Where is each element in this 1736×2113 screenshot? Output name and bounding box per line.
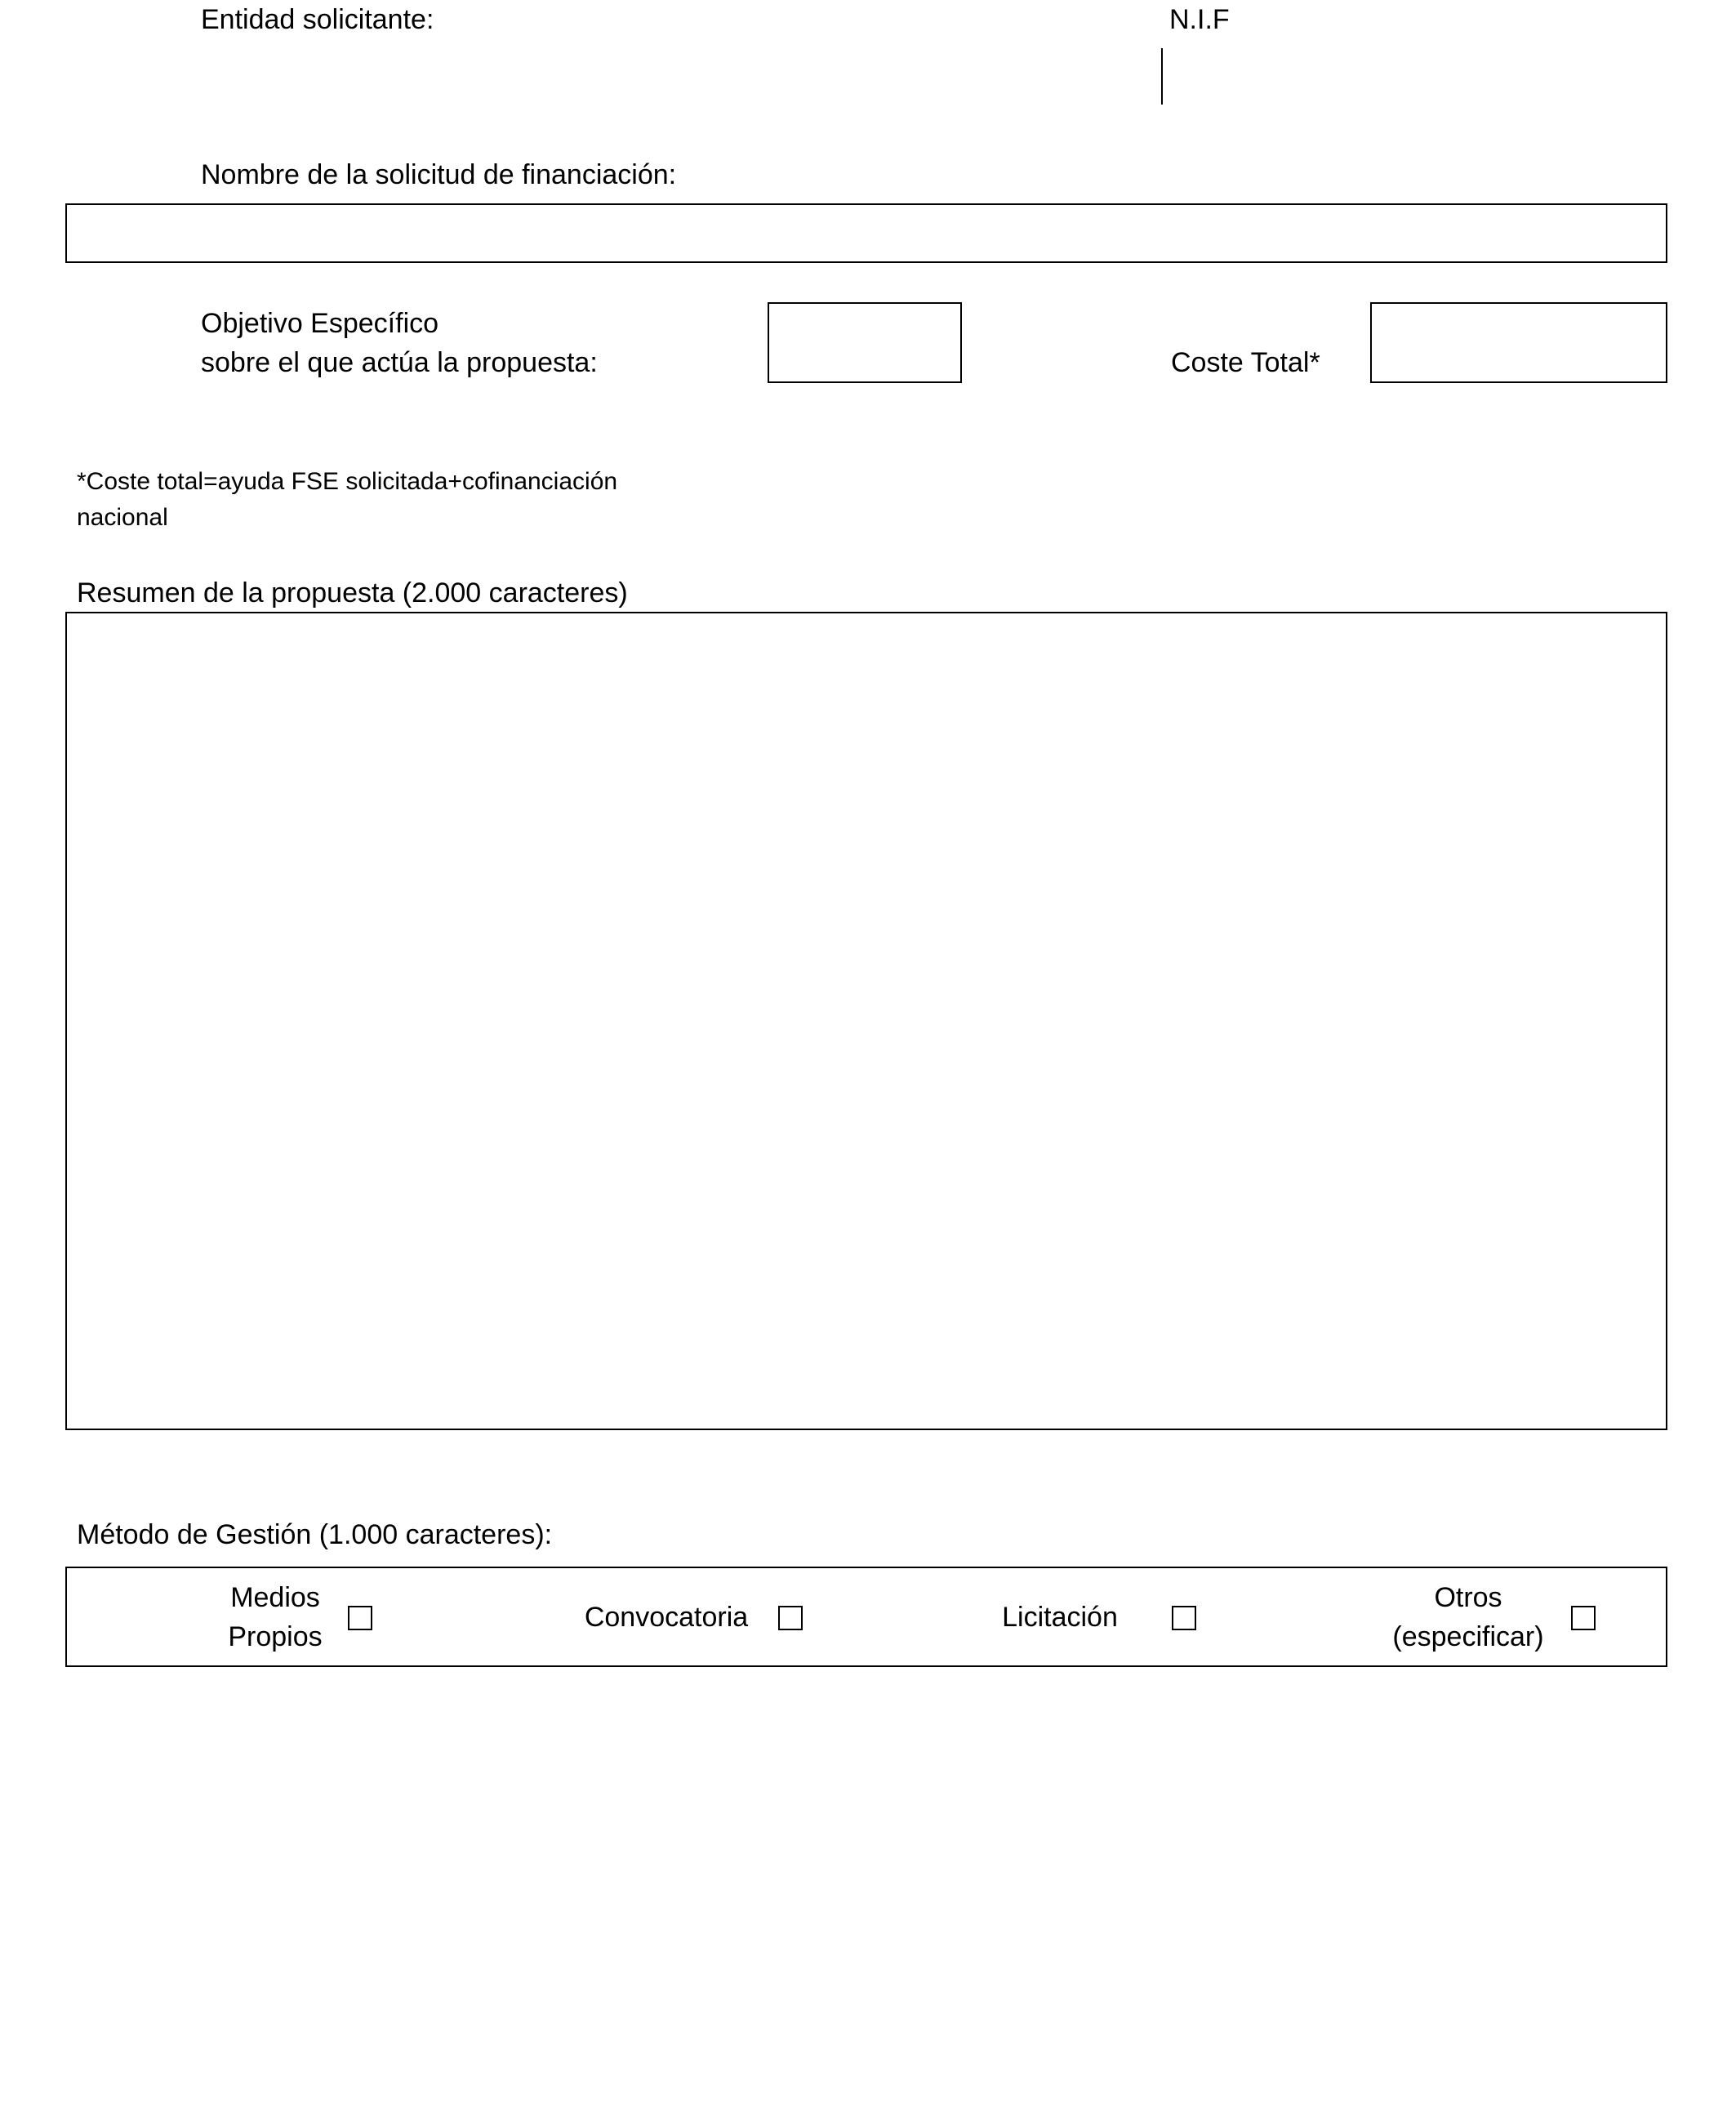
method-textarea[interactable] bbox=[65, 1667, 1667, 1795]
footnote-line1: *Coste total=ayuda FSE solicitada+cofinanciación bbox=[77, 468, 618, 495]
footnote-line2: nacional bbox=[77, 504, 168, 531]
option-otros-line1: Otros bbox=[1434, 1582, 1502, 1613]
nif-label: N.I.F bbox=[1169, 4, 1230, 35]
method-table bbox=[65, 1567, 1667, 1795]
entity-field[interactable] bbox=[65, 47, 1164, 106]
objective-label-line1: Objetivo Específico bbox=[201, 308, 439, 339]
option-medios-propios-line1: Medios bbox=[230, 1582, 320, 1613]
entity-label: Entidad solicitante: bbox=[201, 4, 434, 35]
request-name-field[interactable] bbox=[65, 203, 1667, 263]
nif-field[interactable] bbox=[1163, 47, 1669, 106]
option-convocatoria-label: Convocatoria bbox=[584, 1602, 749, 1633]
option-licitacion-label: Licitación bbox=[1002, 1602, 1118, 1633]
objective-field[interactable] bbox=[768, 302, 962, 383]
request-name-label: Nombre de la solicitud de financiación: bbox=[201, 159, 677, 190]
entity-nif-row bbox=[65, 47, 1667, 106]
medios-propios-checkbox[interactable] bbox=[348, 1606, 372, 1630]
summary-label: Resumen de la propuesta (2.000 caracteres) bbox=[77, 577, 628, 608]
otros-checkbox[interactable] bbox=[1571, 1606, 1596, 1630]
summary-textarea[interactable] bbox=[65, 612, 1667, 1430]
option-otros-line2: (especificar) bbox=[1392, 1621, 1544, 1652]
total-cost-field[interactable] bbox=[1370, 302, 1667, 383]
total-cost-label: Coste Total* bbox=[1171, 347, 1320, 378]
method-label: Método de Gestión (1.000 caracteres): bbox=[77, 1519, 553, 1550]
convocatoria-checkbox[interactable] bbox=[778, 1606, 803, 1630]
licitacion-checkbox[interactable] bbox=[1172, 1606, 1196, 1630]
option-medios-propios-line2: Propios bbox=[228, 1621, 323, 1652]
objective-label-line2: sobre el que actúa la propuesta: bbox=[201, 347, 598, 378]
